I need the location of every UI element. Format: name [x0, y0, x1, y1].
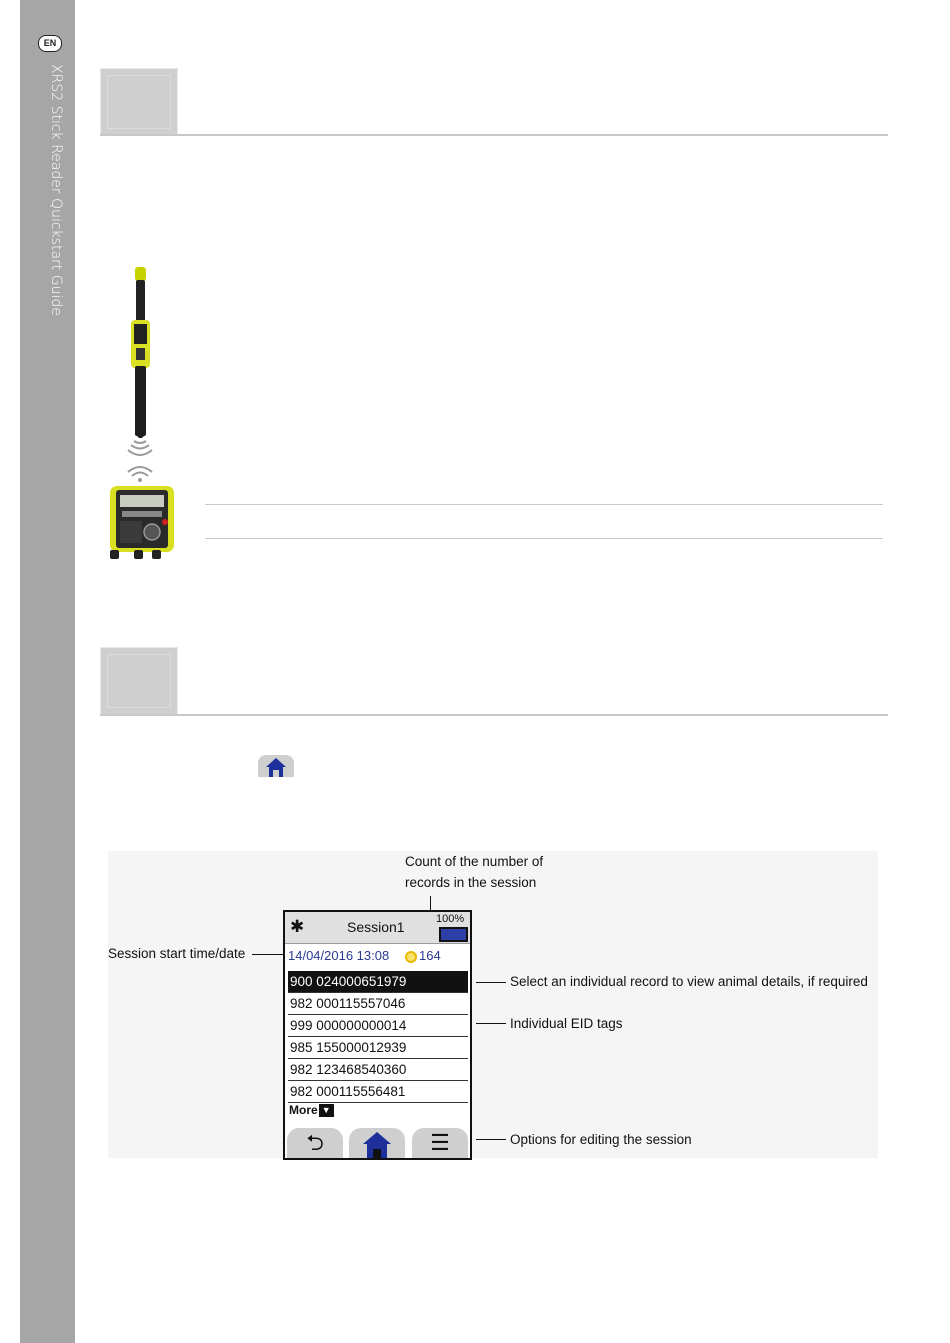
- chevron-down-icon: ▼: [319, 1104, 334, 1117]
- record-row[interactable]: 900 024000651979: [288, 971, 468, 993]
- record-count: 164: [419, 948, 441, 963]
- record-row[interactable]: 999 000000000014: [288, 1015, 468, 1037]
- blank-line-1: [205, 504, 883, 505]
- menu-icon: ☰: [430, 1130, 450, 1155]
- battery-icon: [439, 927, 468, 942]
- record-row[interactable]: 982 123468540360: [288, 1059, 468, 1081]
- section-divider-2: [100, 714, 888, 716]
- screen-header: [285, 912, 470, 944]
- back-button[interactable]: [287, 1128, 343, 1158]
- start-leader-line: [252, 954, 286, 955]
- select-leader-line: [476, 982, 506, 983]
- more-button[interactable]: [289, 1103, 334, 1117]
- home-icon: [258, 755, 294, 777]
- record-list: [288, 971, 468, 1103]
- step-number-box-2: [100, 647, 178, 715]
- session-figure: [108, 851, 878, 1158]
- home-icon: [349, 1128, 405, 1158]
- tags-leader-line: [476, 1023, 506, 1024]
- more-label: More: [289, 1103, 318, 1117]
- guide-title: XRS2 Stick Reader Quickstart Guide: [48, 64, 64, 316]
- select-callout: Select an individual record to view animal details, if required: [510, 974, 868, 989]
- blank-line-2: [205, 538, 883, 539]
- session-screen: [283, 910, 472, 1160]
- screen-home-button[interactable]: [349, 1128, 405, 1158]
- options-callout: Options for editing the session: [510, 1132, 692, 1147]
- battery-level: 100%: [436, 913, 465, 925]
- bluetooth-icon: ✱: [290, 917, 305, 936]
- count-callout-line-2: records in the session: [405, 875, 537, 890]
- record-row[interactable]: 982 000115556481: [288, 1081, 468, 1103]
- record-row[interactable]: 985 155000012939: [288, 1037, 468, 1059]
- session-title: Session1: [347, 919, 405, 935]
- tags-callout: Individual EID tags: [510, 1016, 623, 1031]
- start-callout: Session start time/date: [108, 946, 246, 961]
- record-row[interactable]: 982 000115557046: [288, 993, 468, 1015]
- session-date: 14/04/2016 13:08: [288, 948, 390, 963]
- home-button[interactable]: [258, 755, 294, 777]
- language-badge: EN: [38, 35, 62, 52]
- stick-reader-illustration: [104, 262, 180, 568]
- back-icon: ⮌: [306, 1130, 324, 1155]
- count-icon: [405, 951, 417, 963]
- options-leader-line: [476, 1139, 506, 1140]
- section-divider-1: [100, 134, 888, 136]
- step-number-box-1: [100, 68, 178, 136]
- menu-button[interactable]: [412, 1128, 468, 1158]
- count-callout-line-1: Count of the number of: [405, 854, 544, 869]
